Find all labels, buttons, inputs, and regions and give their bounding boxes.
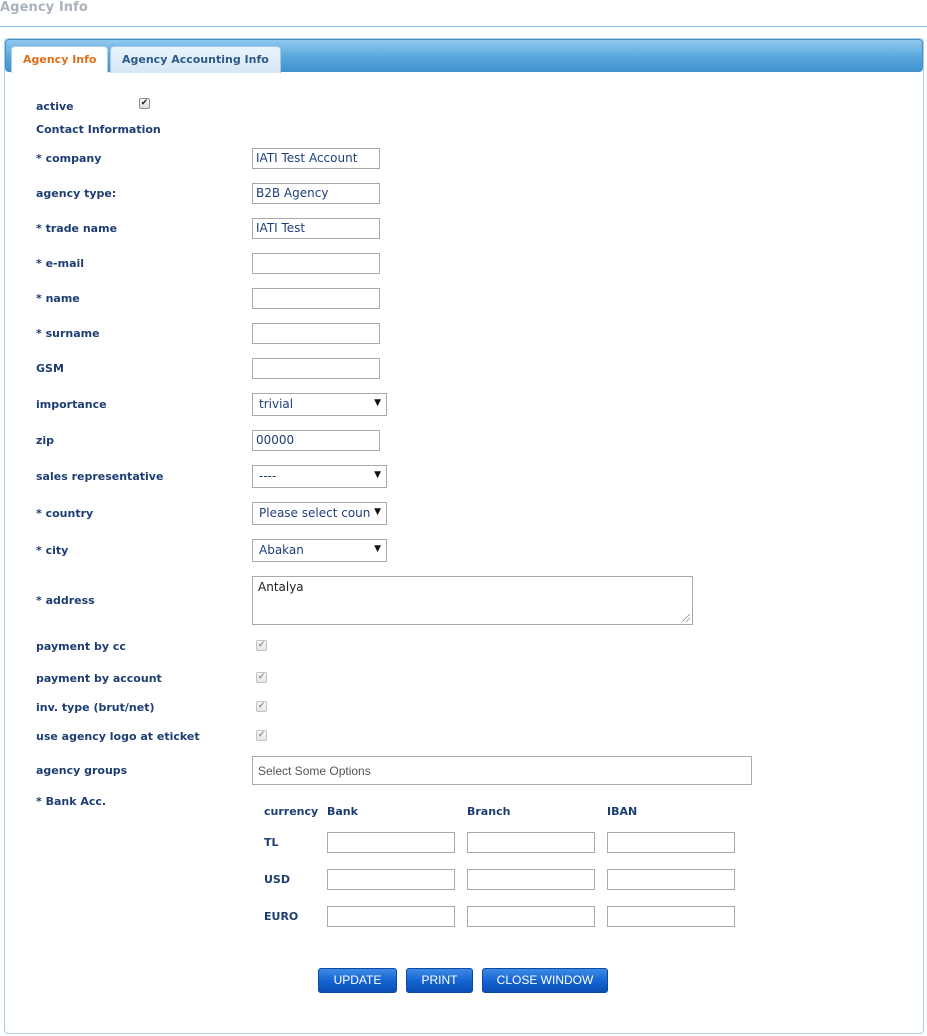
- bank-tl-bank-input[interactable]: [327, 832, 455, 853]
- close-window-button[interactable]: CLOSE WINDOW: [482, 968, 608, 993]
- surname-input[interactable]: [252, 323, 380, 344]
- bank-euro-bank-input[interactable]: [327, 906, 455, 927]
- bank-usd-iban-input[interactable]: [607, 869, 735, 890]
- contact-information-heading: Contact Information: [36, 123, 161, 136]
- city-selected: Abakan: [259, 543, 304, 557]
- zip-input[interactable]: 00000: [252, 430, 380, 451]
- tab-agency-accounting-info[interactable]: Agency Accounting Info: [110, 46, 281, 73]
- sales-representative-select[interactable]: [252, 465, 387, 488]
- check-icon: ✔: [257, 701, 266, 711]
- page-title: Agency Info: [0, 0, 88, 15]
- bank-col-branch: Branch: [467, 805, 511, 818]
- chevron-down-icon: ▼: [374, 507, 381, 517]
- check-icon: ✔: [257, 730, 266, 740]
- country-select[interactable]: [252, 502, 387, 525]
- payment-account-label: payment by account: [36, 672, 162, 685]
- bank-usd-bank-input[interactable]: [327, 869, 455, 890]
- company-label: * company: [36, 152, 102, 165]
- country-label: * country: [36, 507, 94, 520]
- importance-select[interactable]: [252, 393, 387, 416]
- name-label: * name: [36, 292, 80, 305]
- address-value: Antalya: [258, 580, 304, 594]
- bank-acc-label: * Bank Acc.: [36, 795, 107, 808]
- bank-euro-iban-input[interactable]: [607, 906, 735, 927]
- tab-agency-info[interactable]: Agency Info: [11, 46, 108, 73]
- importance-label: importance: [36, 398, 107, 411]
- chevron-down-icon: ▼: [374, 470, 381, 480]
- agency-type-label: agency type:: [36, 187, 117, 200]
- bank-usd-branch-input[interactable]: [467, 869, 595, 890]
- payment-cc-label: payment by cc: [36, 640, 126, 653]
- check-icon: ✔: [257, 640, 266, 650]
- trade-name-input[interactable]: IATI Test: [252, 218, 380, 239]
- agency-groups-label: agency groups: [36, 764, 128, 777]
- bank-col-currency: currency: [264, 805, 319, 818]
- sales-representative-label: sales representative: [36, 470, 164, 483]
- inv-type-checkbox[interactable]: [256, 701, 267, 712]
- trade-name-label: * trade name: [36, 222, 118, 235]
- bank-row-currency: TL: [264, 836, 279, 849]
- importance-selected: trivial: [259, 397, 294, 411]
- update-button[interactable]: UPDATE: [318, 968, 397, 993]
- bank-col-bank: Bank: [327, 805, 358, 818]
- agency-logo-checkbox[interactable]: [256, 730, 267, 741]
- zip-label: zip: [36, 434, 55, 447]
- country-selected: Please select coun: [259, 506, 371, 520]
- gsm-label: GSM: [36, 362, 64, 375]
- gsm-input[interactable]: [252, 358, 380, 379]
- email-label: * e-mail: [36, 257, 85, 270]
- check-icon: ✔: [140, 98, 149, 108]
- payment-cc-checkbox[interactable]: [256, 640, 267, 651]
- address-label: * address: [36, 594, 95, 607]
- sales-representative-selected: ----: [259, 469, 277, 483]
- chevron-down-icon: ▼: [374, 398, 381, 408]
- print-button[interactable]: PRINT: [406, 968, 473, 993]
- bank-tl-branch-input[interactable]: [467, 832, 595, 853]
- active-checkbox[interactable]: [139, 98, 150, 109]
- resize-grip-icon[interactable]: [682, 614, 690, 622]
- bank-col-iban: IBAN: [607, 805, 638, 818]
- bank-row-currency: USD: [264, 873, 290, 886]
- bank-row-currency: EURO: [264, 910, 299, 923]
- bank-tl-iban-input[interactable]: [607, 832, 735, 853]
- agency-groups-select[interactable]: Select Some Options: [252, 756, 752, 785]
- chevron-down-icon: ▼: [374, 544, 381, 554]
- city-select[interactable]: [252, 539, 387, 562]
- title-divider: [0, 26, 927, 27]
- bank-euro-branch-input[interactable]: [467, 906, 595, 927]
- company-input[interactable]: IATI Test Account: [252, 148, 380, 169]
- agency-logo-label: use agency logo at eticket: [36, 730, 200, 743]
- payment-account-checkbox[interactable]: [256, 672, 267, 683]
- agency-panel: [4, 38, 924, 1034]
- city-label: * city: [36, 544, 69, 557]
- inv-type-label: inv. type (brut/net): [36, 701, 155, 714]
- active-label: active: [36, 100, 74, 113]
- check-icon: ✔: [257, 672, 266, 682]
- email-input[interactable]: [252, 253, 380, 274]
- surname-label: * surname: [36, 327, 100, 340]
- tab-bar: [5, 39, 923, 72]
- address-textarea[interactable]: [252, 576, 693, 625]
- agency-type-input[interactable]: B2B Agency: [252, 183, 380, 204]
- name-input[interactable]: [252, 288, 380, 309]
